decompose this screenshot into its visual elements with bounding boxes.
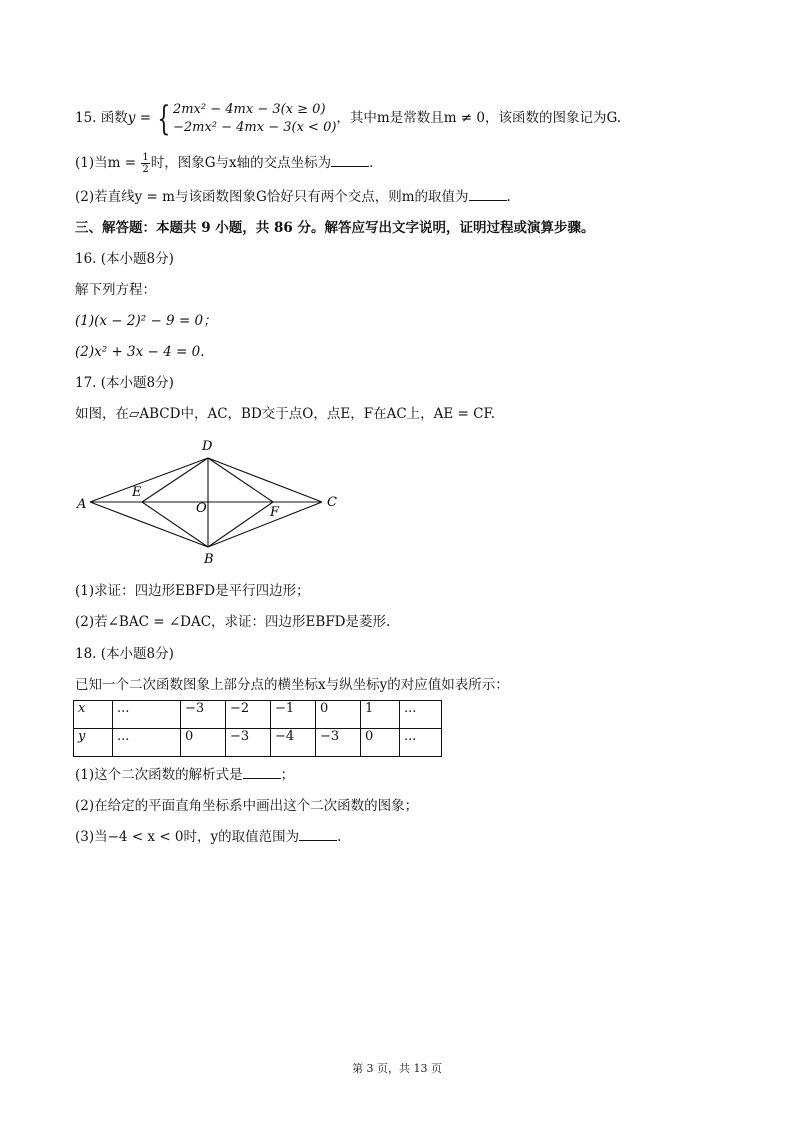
q18-p1-end: ；: [280, 767, 295, 783]
q18-part2: (2)在给定的平面直角坐标系中画出这个二次函数的图象；: [75, 798, 419, 814]
section-3-heading: 三、解答题：本题共 9 小题，共 86 分。解答应写出文字说明，证明过程或演算步骤。: [75, 220, 595, 236]
q15-stem: [75, 100, 621, 137]
edge-DC: [208, 458, 322, 502]
table-cell: ...: [113, 729, 181, 757]
q18-part1: [75, 766, 294, 784]
q18-p1-blank: [243, 766, 281, 779]
q17-figure: [70, 432, 350, 572]
edge-FB: [208, 502, 273, 547]
q15-eq: =: [135, 110, 156, 126]
label-O: O: [196, 501, 207, 516]
q17-header: 17. (本小题8分): [75, 375, 174, 391]
q15-fraction: [141, 152, 149, 175]
table-row: [74, 729, 442, 757]
value-table: [73, 700, 442, 757]
q15-p2-text: (2)若直线y = m与该函数图象G恰好只有两个交点，则m的取值为: [75, 189, 469, 205]
q17-part1: (1)求证：四边形EBFD是平行四边形；: [75, 583, 310, 599]
q18-header: 18. (本小题8分): [75, 646, 174, 662]
label-A: A: [77, 497, 87, 512]
table-cell: −2: [226, 701, 271, 729]
label-D: D: [202, 439, 213, 454]
q17-part2: (2)若∠BAC = ∠DAC，求证：四边形EBFD是菱形.: [75, 614, 391, 630]
table-cell: −3: [181, 701, 226, 729]
q15-y: y: [127, 110, 136, 126]
q18-p3-blank: [299, 828, 337, 841]
q15-brace: {: [157, 98, 171, 139]
q15-p2-end: .: [506, 189, 511, 205]
q18-part3: [75, 828, 341, 846]
q16-part2: (2)x² + 3x − 4 = 0.: [75, 344, 205, 360]
q15-p1-end: .: [369, 155, 374, 171]
q15-part1: [75, 150, 373, 176]
q18-p3-end: .: [337, 829, 342, 845]
table-cell: ...: [113, 701, 181, 729]
table-cell: −3: [316, 729, 361, 757]
edge-ED: [142, 458, 208, 502]
q15-cases: [173, 101, 336, 137]
q15-p1-blank: [331, 154, 369, 167]
q16-instruction: 解下列方程：: [75, 282, 156, 298]
label-F: F: [270, 505, 280, 520]
q15-part2: [75, 188, 511, 206]
q18-stem: 已知一个二次函数图象上部分点的横坐标x与纵坐标y的对应值如表所示：: [75, 677, 509, 693]
q15-frac-num: 1: [142, 152, 149, 163]
q16-header: 16. (本小题8分): [75, 251, 174, 267]
table-cell: 0: [361, 729, 400, 757]
q15-prefix: 15. 函数: [75, 110, 128, 126]
table-cell: −1: [271, 701, 316, 729]
page-footer: 第 3 页，共 13 页: [352, 1062, 442, 1075]
label-C: C: [327, 495, 337, 510]
q15-p2-blank: [469, 188, 507, 201]
edge-AD: [90, 458, 208, 502]
table-cell: 1: [361, 701, 400, 729]
table-cell: ...: [400, 729, 442, 757]
q17-stem: 如图，在▱ABCD中，AC，BD交于点O，点E，F在AC上，AE = CF.: [75, 406, 496, 422]
table-cell: 0: [316, 701, 361, 729]
table-row: [74, 701, 442, 729]
edge-FD: [208, 458, 273, 502]
label-E: E: [132, 485, 142, 500]
edge-BA: [90, 502, 208, 547]
table-cell: ...: [400, 701, 442, 729]
q16-part1: (1)(x − 2)² − 9 = 0；: [75, 313, 217, 329]
q18-p3-text: (3)当−4 < x < 0时，y的取值范围为: [75, 829, 300, 845]
table-cell: 0: [181, 729, 226, 757]
table-cell: y: [74, 729, 113, 757]
q15-p1-pre: (1)当m =: [75, 155, 141, 171]
q15-case1: 2mx² − 4mx − 3(x ≥ 0): [172, 101, 326, 117]
table-cell: −4: [271, 729, 316, 757]
q15-frac-den: 2: [142, 164, 149, 175]
q15-p1-post: 时，图象G与x轴的交点坐标为: [150, 155, 332, 171]
edge-CB: [208, 502, 322, 547]
q15-case2: −2mx² − 4mx − 3(x < 0): [172, 119, 337, 135]
q18-p1-text: (1)这个二次函数的解析式是: [75, 767, 243, 783]
label-B: B: [204, 552, 214, 567]
table-cell: −3: [226, 729, 271, 757]
table-cell: x: [74, 701, 113, 729]
q15-suffix: ，其中m是常数且m ≠ 0，该函数的图象记为G.: [336, 110, 622, 126]
